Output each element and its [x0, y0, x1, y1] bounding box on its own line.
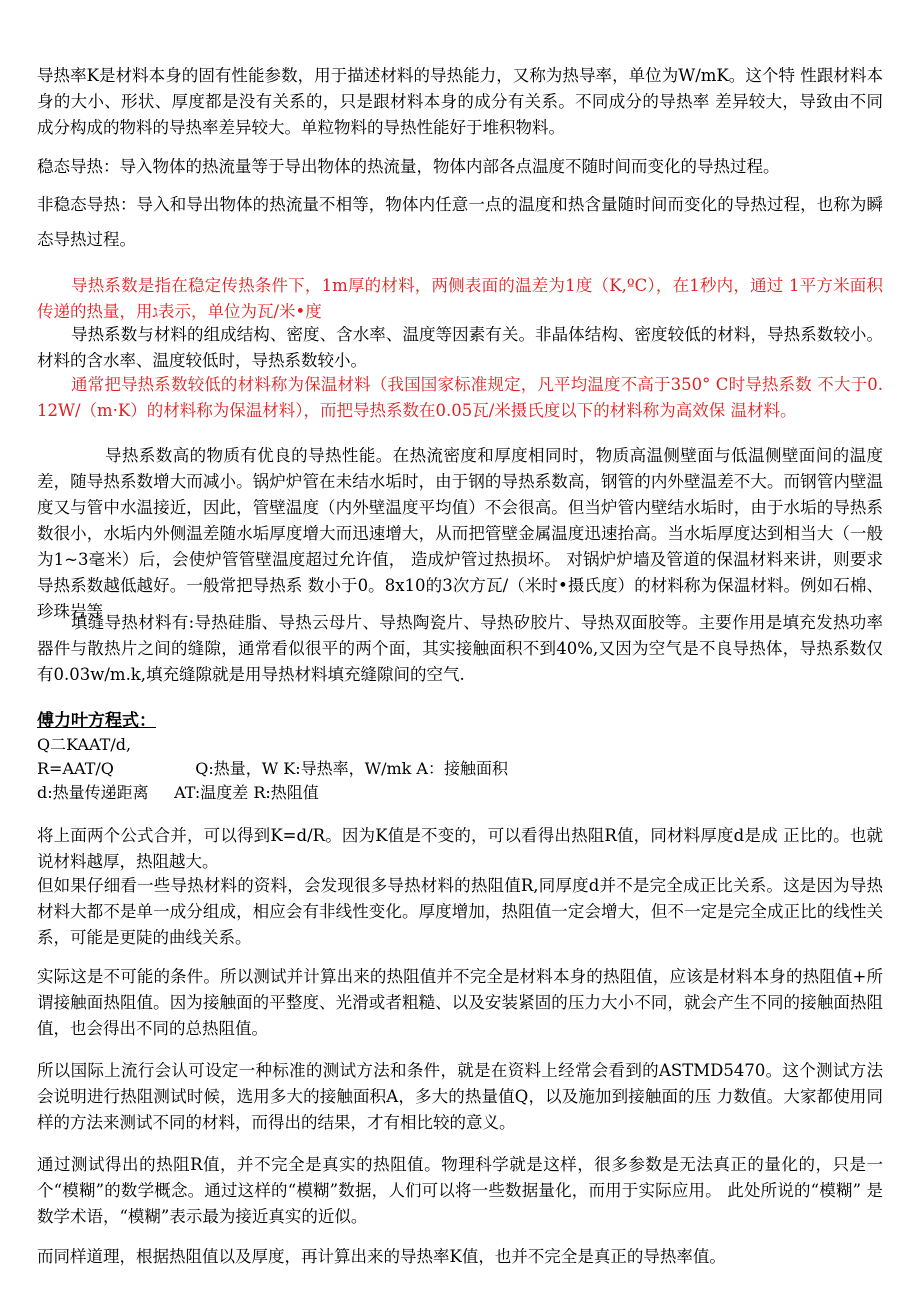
- paragraph-thermal-conductivity-definition: 导热率K是材料本身的固有性能参数，用于描述材料的导热能力，又称为热导率，单位为W/mK。这个特 性跟材料本身的大小、形状、厚度都是没有关系的，只是跟材料本身的成分有关系。不同成分的导热率 差异较大，导致由不同成分构成的物料的导热率差异较大。单粒物料的导热性能好于堆积物料。: [37, 66, 883, 137]
- paragraph-conclusion: 而同样道理，根据热阻值以及厚度，再计算出来的导热率K值，也并不完全是真正的导热率值。: [37, 1247, 726, 1266]
- paragraph-nonlinear-resistance: 但如果仔细看一些导热材料的资料，会发现很多导热材料的热阻值R,同厚度d并不是完全成正比关系。这是因为导热材料大都不是单一成分组成，相应会有非线性变化。厚度增加，热阻值一定会增大，但不一定是完全成正比的线性关系，可能是更陡的曲线关系。: [37, 876, 883, 947]
- paragraph-unsteady-state-conduction: 非稳态导热：导入和导出物体的热流量不相等，物体内任意一点的温度和热含量随时间而变化的导热过程，也称为瞬态导热过程。: [37, 195, 883, 249]
- paragraph-astm-standard: 所以国际上流行会认可设定一种标准的测试方法和条件，就是在资料上经常会看到的ASTMD5470。这个测试方法会说明进行热阻测试时候，选用多大的接触面积A，多大的热量值Q，以及施加到接触面的压 力数值。大家都使用同样的方法来测试不同的材料，而得出的结果，才有相比较的意义。: [37, 1061, 883, 1132]
- paragraph-contact-resistance: 实际这是不可能的条件。所以测试并计算出来的热阻值并不完全是材料本身的热阻值，应该是材料本身的热阻值+所谓接触面热阻值。因为接触面的平整度、光滑或者粗糙、以及安装紧固的压力大小不同，就会产生不同的接触面热阻值，也会得出不同的总热阻值。: [37, 967, 883, 1038]
- paragraph-fuzzy-values: 通过测试得出的热阻R值，并不完全是真实的热阻值。物理科学就是这样，很多参数是无法真正的量化的，只是一个“模糊”的数学概念。通过这样的“模糊”数据，人们可以将一些数据量化，而用于实际应用。 此处所说的“模糊” 是数学术语，“模糊”表示最为接近真实的近似。: [37, 1155, 883, 1226]
- fourier-equation-heading: 傅力叶方程式：: [37, 711, 156, 731]
- paragraph-conductivity-coefficient-definition: 导热系数是指在稳定传热条件下，1m厚的材料，两侧表面的温差为1度（K,ºC），在1秒内，通过 1平方米面积传递的热量，用ג表示，单位为瓦/米•度: [37, 276, 883, 321]
- paragraph-steady-state-conduction: 稳态导热：导入物体的热流量等于导出物体的热流量，物体内部各点温度不随时间而变化的导热过程。: [37, 157, 780, 176]
- formula-line-3: d:热量传递距离 AT:温度差 R:热阻值: [37, 783, 319, 802]
- formula-line-1: Q二KAAT/d,: [37, 735, 132, 754]
- paragraph-conductivity-factors: 导热系数与材料的组成结构、密度、含水率、温度等因素有关。非晶体结构、密度较低的材料，导热系数较小。材料的含水率、温度较低时，导热系数较小。: [37, 325, 883, 370]
- paragraph-gap-filler-materials: 填缝导热材料有:导热硅脂、导热云母片、导热陶瓷片、导热矽胶片、导热双面胶等。主要作用是填充发热功率器件与散热片之间的缝隙，通常看似很平的两个面，其实接触面积不到40%,又因为空气是不良导热体，导热系数仅有0.03w/m.k,填充缝隙就是用导热材料填充缝隙间的空气.: [37, 613, 883, 684]
- paragraph-insulation-materials: 通常把导热系数较低的材料称为保温材料（我国国家标准规定，凡平均温度不高于350° C时导热系数 不大于0.12W/（m·K）的材料称为保温材料），而把导热系数在0.05瓦/米摄氏度以下的材料称为高效保 温材料。: [37, 375, 883, 420]
- paragraph-combined-formula: 将上面两个公式合并，可以得到K=d/R。因为K值是不变的，可以看得出热阻R值，同材料厚度d是成 正比的。也就说材料越厚，热阻越大。: [37, 826, 883, 871]
- formula-line-2: R=AAT/Q Q:热量，W K:导热率，W/mk A：接触面积: [37, 759, 508, 778]
- paragraph-high-conductivity-boiler: 导热系数高的物质有优良的导热性能。在热流密度和厚度相同时，物质高温侧壁面与低温侧壁面间的温度差，随导热系数增大而减小。锅炉炉管在未结水垢时，由于钢的导热系数高，钢管的内外壁温差不大。而钢管内壁温度又与管中水温接近，因此，管壁温度（内外壁温度平均值）不会很高。但当炉管内壁结水垢时，由于水垢的导热系数很小，水垢内外侧温差随水垢厚度增大而迅速增大，从而把管壁金属温度迅速抬高。当水垢厚度达到相当大（一般为1~3毫米）后，会使炉管管壁温度超过允许值， 造成炉管过热损坏。 对锅炉炉墙及管道的保温材料来讲，则要求导热系数越低越好。一般常把导热系 数小于0。8x10的3次方瓦/（米时•摄氏度）的材料称为保温材料。例如石棉、珍珠岩等: [37, 446, 883, 621]
